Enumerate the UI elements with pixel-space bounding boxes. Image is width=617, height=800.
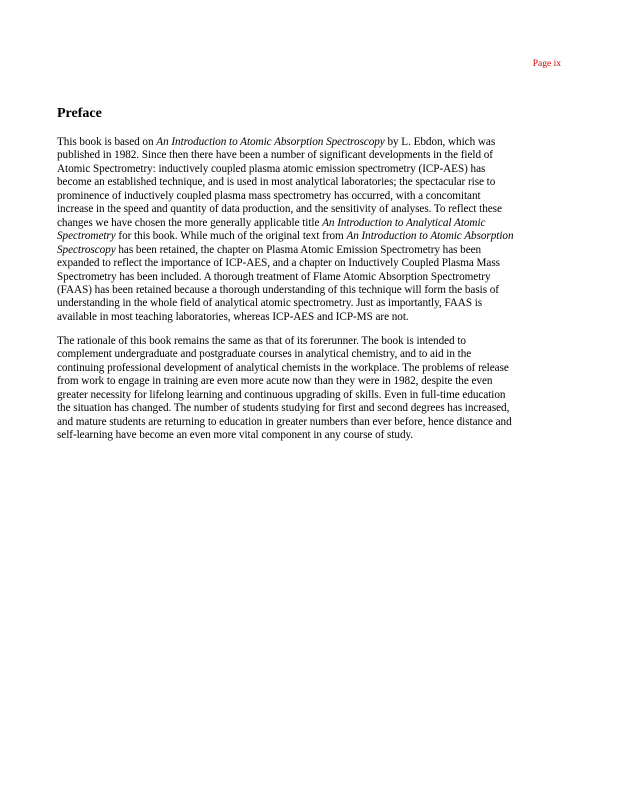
text-run: has been retained, the chapter on Plasma Atomic Emission Spectrometry has been [115, 243, 482, 256]
text-run: (FAAS) has been retained because a thorough understanding of this technique will form the basis of [57, 283, 499, 296]
text-line [57, 402, 565, 415]
italic-title-text: An Introduction to Atomic Absorption [346, 230, 514, 243]
text-run: self-learning have become an even more vital component in any course of study. [57, 429, 414, 442]
text-line [57, 335, 565, 348]
text-line [57, 257, 565, 270]
text-line [57, 416, 565, 429]
text-run: continuing professional development of analytical chemists in the workplace. The problems of release [57, 361, 509, 374]
text-run: published in 1982. Since then there have been a number of significant developments in the field of [57, 149, 493, 162]
text-line [57, 190, 565, 203]
text-line [57, 203, 565, 216]
text-line [57, 244, 565, 257]
text-line [57, 217, 565, 230]
text-run: prominence of inductively coupled plasma mass spectrometry has occurred, with a concomitant [57, 189, 481, 202]
section-heading: Preface [57, 106, 102, 121]
text-run: This book is based on [57, 136, 157, 148]
preface-paragraph-2 [57, 335, 565, 443]
text-run: become an established technique, and is used in most analytical laboratories; the spectacular rise to [57, 176, 496, 189]
text-line [57, 389, 565, 402]
text-line [57, 348, 565, 361]
text-line [57, 163, 565, 176]
text-line [57, 284, 565, 297]
text-run: changes we have chosen the more generally applicable title [57, 216, 323, 229]
page-number: Page ix [532, 59, 561, 69]
italic-title-text: Spectroscopy [57, 243, 116, 256]
italic-title-text: Spectrometry [57, 230, 116, 243]
text-run: for this book. While much of the original text from [115, 230, 347, 243]
text-run: The rationale of this book remains the same as that of its forerunner. The book is intended to [57, 335, 466, 347]
text-run: and mature students are returning to education in greater numbers than ever before, hence distance and [57, 415, 512, 428]
text-line [57, 362, 565, 375]
italic-title-text: An Introduction to Analytical Atomic [322, 216, 486, 229]
text-run: the situation has changed. The number of students studying for first and second degrees has increased, [57, 402, 510, 415]
text-line [57, 375, 565, 388]
text-line [57, 297, 565, 310]
text-line [57, 149, 565, 162]
text-line [57, 271, 565, 284]
text-line [57, 311, 565, 324]
text-run: Atomic Spectrometry: inductively coupled plasma atomic emission spectrometry (ICP-AES) has [57, 162, 486, 175]
text-run: from work to engage in training are even more acute now than they were in 1982, despite the even [57, 375, 493, 388]
text-line [57, 136, 565, 149]
text-line [57, 230, 565, 243]
text-run: Spectrometry has been included. A thorough treatment of Flame Atomic Absorption Spectrometry [57, 270, 491, 283]
text-run: increase in the speed and quantity of data production, and the sensitivity of analyses. To reflect these [57, 203, 502, 216]
text-line [57, 429, 565, 442]
text-run: by L. Ebdon, which was [384, 136, 496, 148]
preface-paragraph-1 [57, 136, 565, 324]
text-run: understanding in the whole field of analytical atomic spectrometry. Just as importantly, FAAS is [57, 297, 483, 310]
text-run: greater necessity for lifelong learning and continuous upgrading of skills. Even in full-time education [57, 388, 506, 401]
text-line [57, 176, 565, 189]
italic-title-text: An Introduction to Atomic Absorption Spectroscopy [156, 136, 385, 148]
text-run: expanded to reflect the importance of ICP-AES, and a chapter on Inductively Coupled Plasma Mass [57, 257, 500, 270]
text-run: complement undergraduate and postgraduate courses in analytical chemistry, and to aid in the [57, 348, 472, 361]
text-run: available in most teaching laboratories, whereas ICP-AES and ICP-MS are not. [57, 310, 409, 323]
